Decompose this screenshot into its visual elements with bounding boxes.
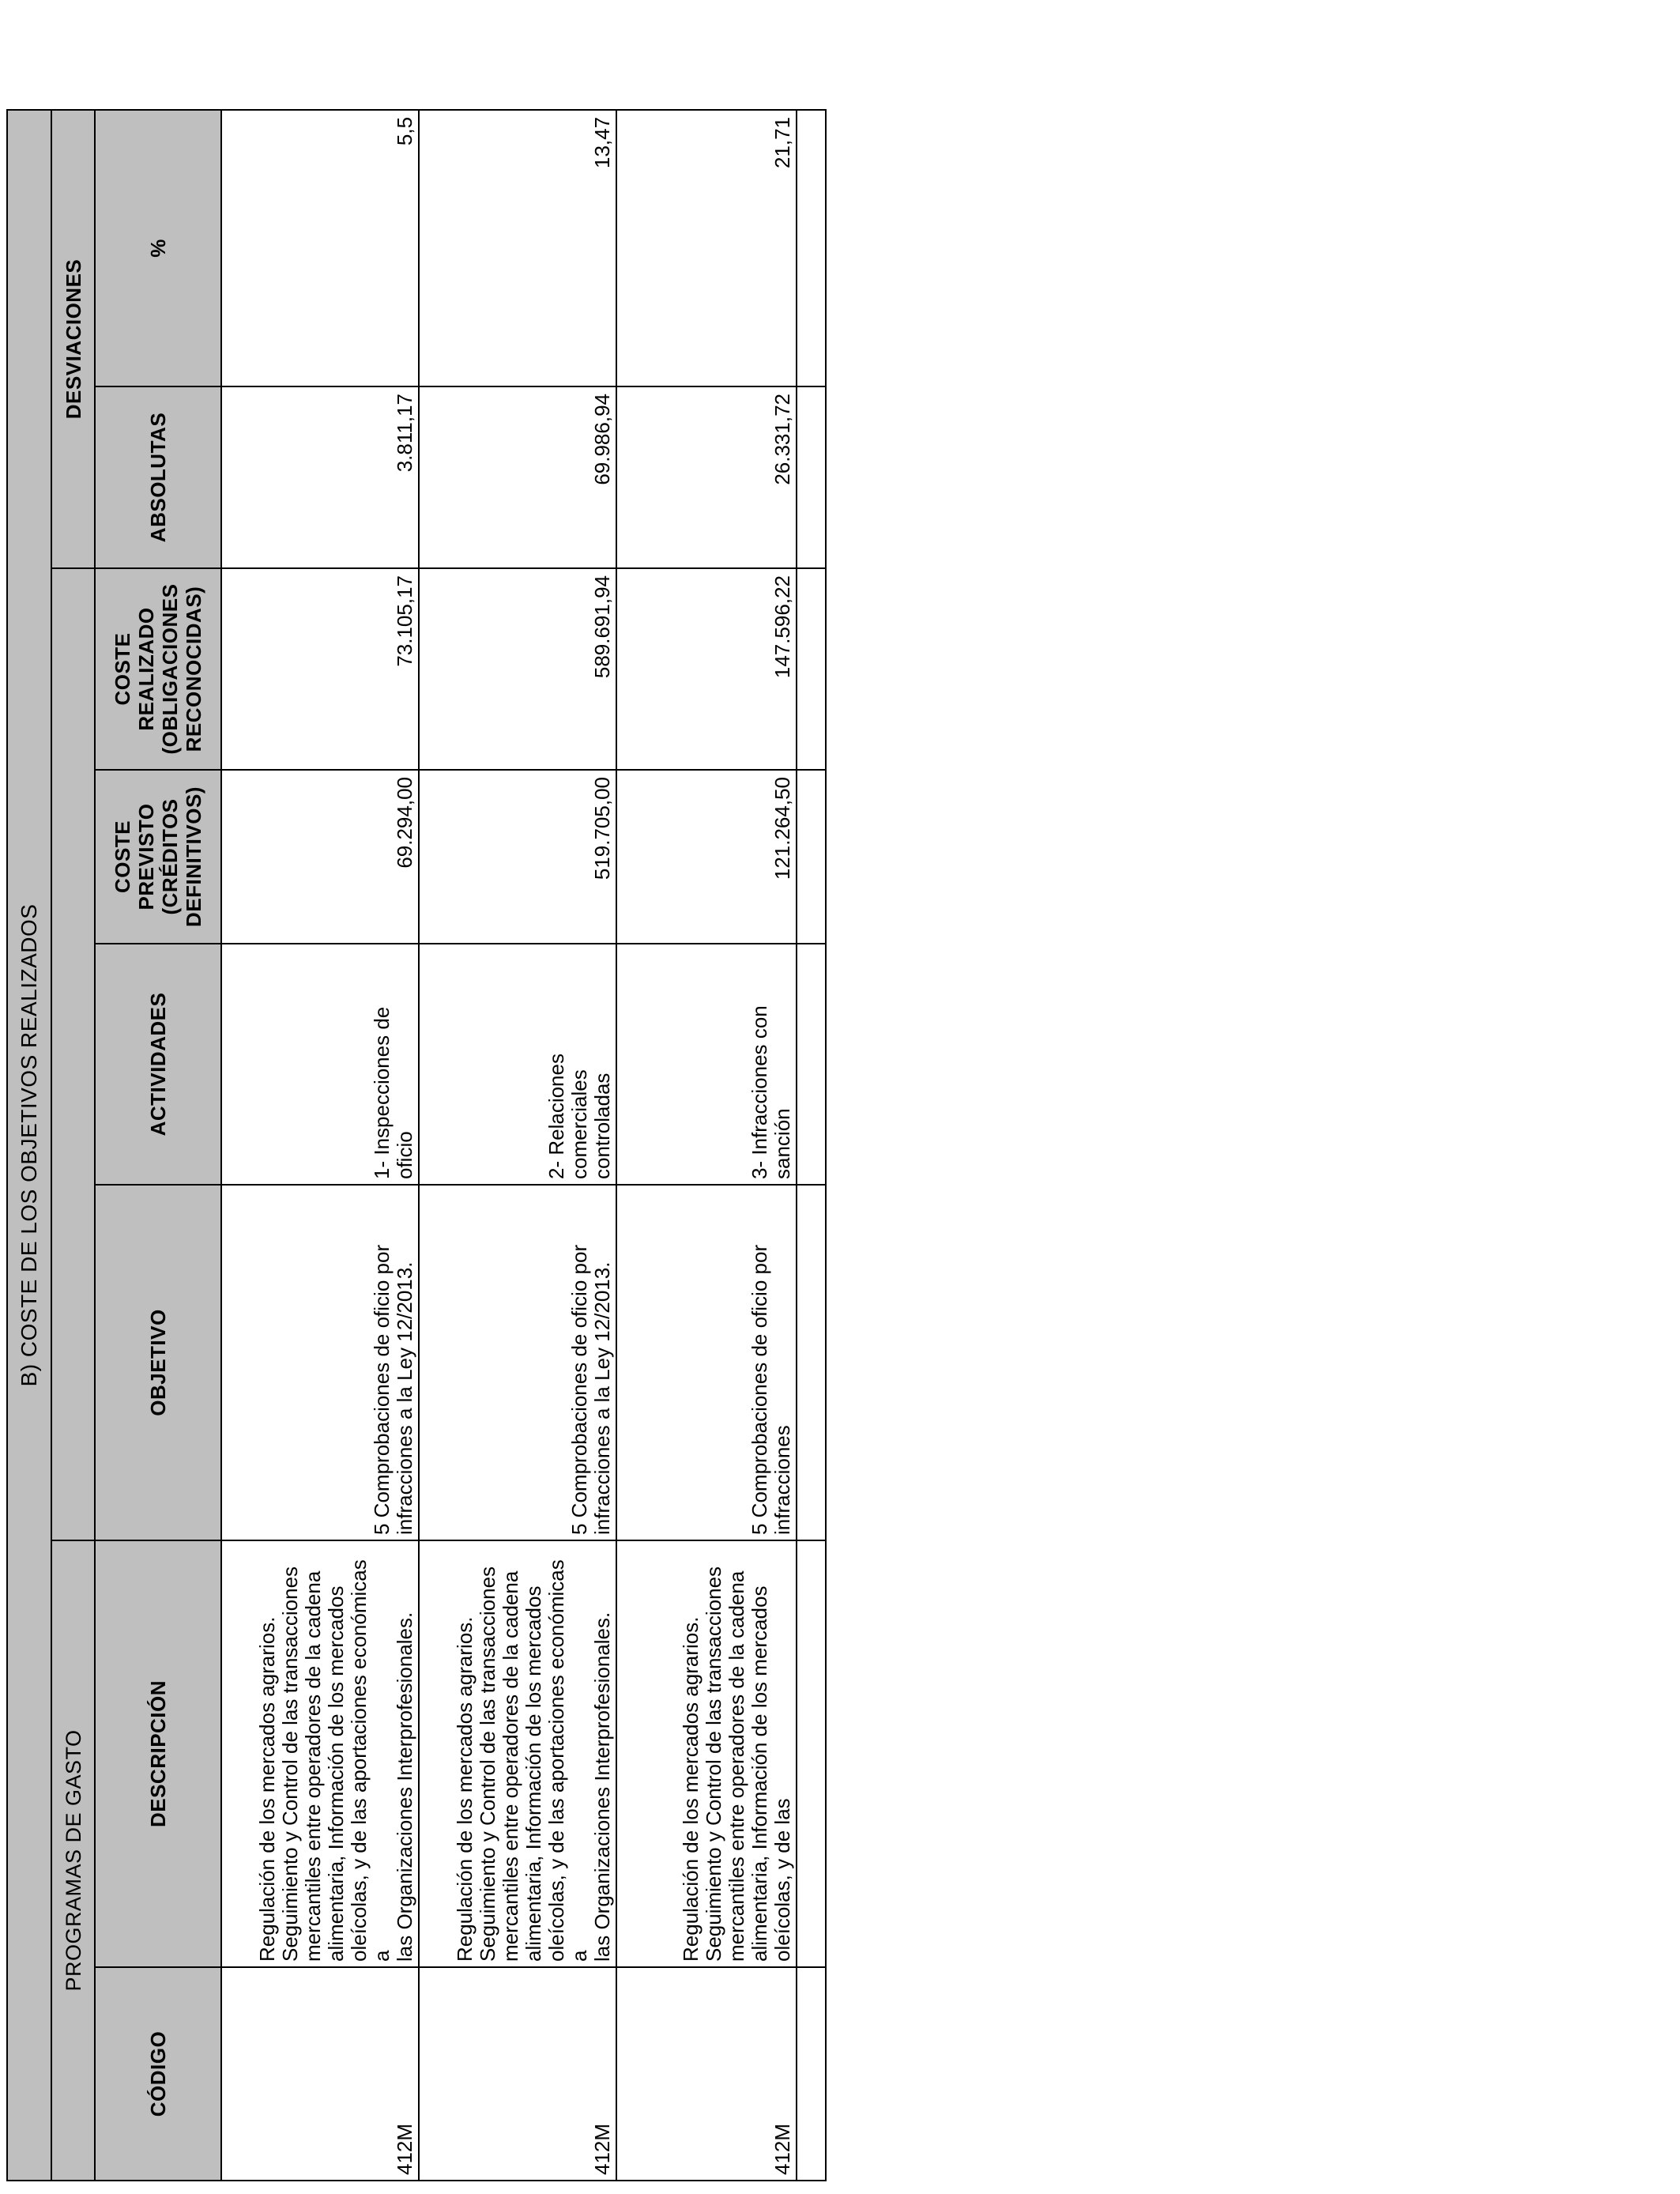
empty-cell	[797, 1540, 826, 1967]
text-line: 5 Comprobaciones de oficio por	[567, 1244, 591, 1535]
cell-objetivo	[616, 1185, 797, 1540]
text-line: 2- Relaciones	[544, 1054, 568, 1179]
cell-codigo: 412M	[419, 1967, 616, 2181]
text-line: 5 Comprobaciones de oficio por	[370, 1244, 394, 1535]
coste-previsto-line: COSTE	[111, 820, 134, 894]
coste-realizado-line: RECONOCIDAS)	[182, 586, 205, 752]
text-line: oleícolas, y de las aportaciones económicas a	[544, 1559, 591, 1962]
cell-porcentaje: 5,5	[221, 110, 419, 386]
table-title: B) COSTE DE LOS OBJETIVOS REALIZADOS	[7, 110, 51, 2181]
cell-codigo: 412M	[221, 1967, 419, 2181]
cell-coste-realizado: 147.596,22	[616, 568, 797, 770]
empty-row	[797, 110, 826, 2181]
group-programas-de-gasto: PROGRAMAS DE GASTO	[51, 1540, 95, 2181]
text-line: Seguimiento y Control de las transacciones	[278, 1566, 302, 1962]
col-header-descripcion: DESCRIPCIÓN	[95, 1540, 221, 1967]
rotated-table-page	[6, 111, 825, 2181]
empty-cell	[797, 386, 826, 568]
coste-previsto-line: (CRÉDITOS	[158, 798, 182, 915]
text-line: controladas	[590, 1072, 614, 1179]
col-header-porcentaje: %	[95, 110, 221, 386]
text-line: infracciones a la Ley 12/2013.	[393, 1261, 416, 1535]
empty-cell	[797, 944, 826, 1185]
text-line: infracciones	[770, 1425, 794, 1535]
col-header-absolutas: ABSOLUTAS	[95, 386, 221, 568]
coste-previsto-line: DEFINITIVOS)	[182, 786, 205, 927]
coste-realizado-line: COSTE	[111, 632, 134, 706]
cell-actividades	[419, 944, 616, 1185]
cell-coste-previsto: 69.294,00	[221, 770, 419, 944]
cell-absolutas: 26.331,72	[616, 386, 797, 568]
text-line: alimentaria, Información de los mercados	[522, 1585, 545, 1962]
text-line: oficio	[393, 1131, 416, 1179]
cell-porcentaje: 13,47	[419, 110, 616, 386]
coste-previsto-line: PREVISTO	[134, 803, 158, 910]
text-line: 3- Infracciones con	[748, 1005, 771, 1179]
cell-porcentaje: 21,71	[616, 110, 797, 386]
cost-table	[6, 109, 827, 2181]
text-line: Seguimiento y Control de las transacciones	[702, 1566, 725, 1962]
cell-descripcion	[616, 1540, 797, 1967]
text-line: 1- Inspecciones de	[370, 1006, 394, 1179]
text-line: mercantiles entre operadores de la cadena	[301, 1570, 325, 1962]
cell-absolutas: 69.986,94	[419, 386, 616, 568]
cell-absolutas: 3.811,17	[221, 386, 419, 568]
text-line: alimentaria, Información de los mercados	[748, 1585, 771, 1962]
group-blank	[51, 568, 95, 1540]
coste-realizado-line: (OBLIGACIONES	[158, 583, 182, 755]
cell-descripcion	[419, 1540, 616, 1967]
text-line: Regulación de los mercados agrarios.	[679, 1616, 703, 1962]
cell-codigo: 412M	[616, 1967, 797, 2181]
cell-actividades	[616, 944, 797, 1185]
col-header-coste-previsto	[95, 770, 221, 944]
text-line: alimentaria, Información de los mercados	[324, 1585, 348, 1962]
empty-cell	[797, 1967, 826, 2181]
text-line: Seguimiento y Control de las transacciones	[476, 1566, 499, 1962]
cell-descripcion	[221, 1540, 419, 1967]
text-line: oleícolas, y de las	[770, 1798, 794, 1962]
text-line: 5 Comprobaciones de oficio por	[748, 1244, 771, 1535]
table-row	[221, 110, 419, 2181]
col-header-codigo: CÓDIGO	[95, 1967, 221, 2181]
text-line: infracciones a la Ley 12/2013.	[590, 1261, 614, 1535]
text-line: las Organizaciones Interprofesionales.	[393, 1612, 416, 1962]
text-line: las Organizaciones Interprofesionales.	[590, 1612, 614, 1962]
text-line: mercantiles entre operadores de la cadena	[725, 1570, 748, 1962]
text-line: sanción	[770, 1108, 794, 1179]
empty-cell	[797, 568, 826, 770]
empty-cell	[797, 1185, 826, 1540]
empty-cell	[797, 770, 826, 944]
cell-objetivo	[221, 1185, 419, 1540]
group-desviaciones: DESVIACIONES	[51, 110, 95, 568]
cell-actividades	[221, 944, 419, 1185]
cell-coste-realizado: 73.105,17	[221, 568, 419, 770]
empty-cell	[797, 110, 826, 386]
cell-coste-previsto: 121.264,50	[616, 770, 797, 944]
cell-coste-previsto: 519.705,00	[419, 770, 616, 944]
text-line: oleícolas, y de las aportaciones económicas a	[347, 1559, 394, 1962]
table-row	[616, 110, 797, 2181]
text-line: Regulación de los mercados agrarios.	[255, 1616, 279, 1962]
col-header-objetivo: OBJETIVO	[95, 1185, 221, 1540]
coste-realizado-line: REALIZADO	[134, 607, 158, 731]
col-header-actividades: ACTIVIDADES	[95, 944, 221, 1185]
text-line: comerciales	[567, 1069, 591, 1179]
cell-coste-realizado: 589.691,94	[419, 568, 616, 770]
col-header-coste-realizado	[95, 568, 221, 770]
text-line: mercantiles entre operadores de la cadena	[499, 1570, 522, 1962]
table-row	[419, 110, 616, 2181]
text-line: Regulación de los mercados agrarios.	[453, 1616, 477, 1962]
cell-objetivo	[419, 1185, 616, 1540]
